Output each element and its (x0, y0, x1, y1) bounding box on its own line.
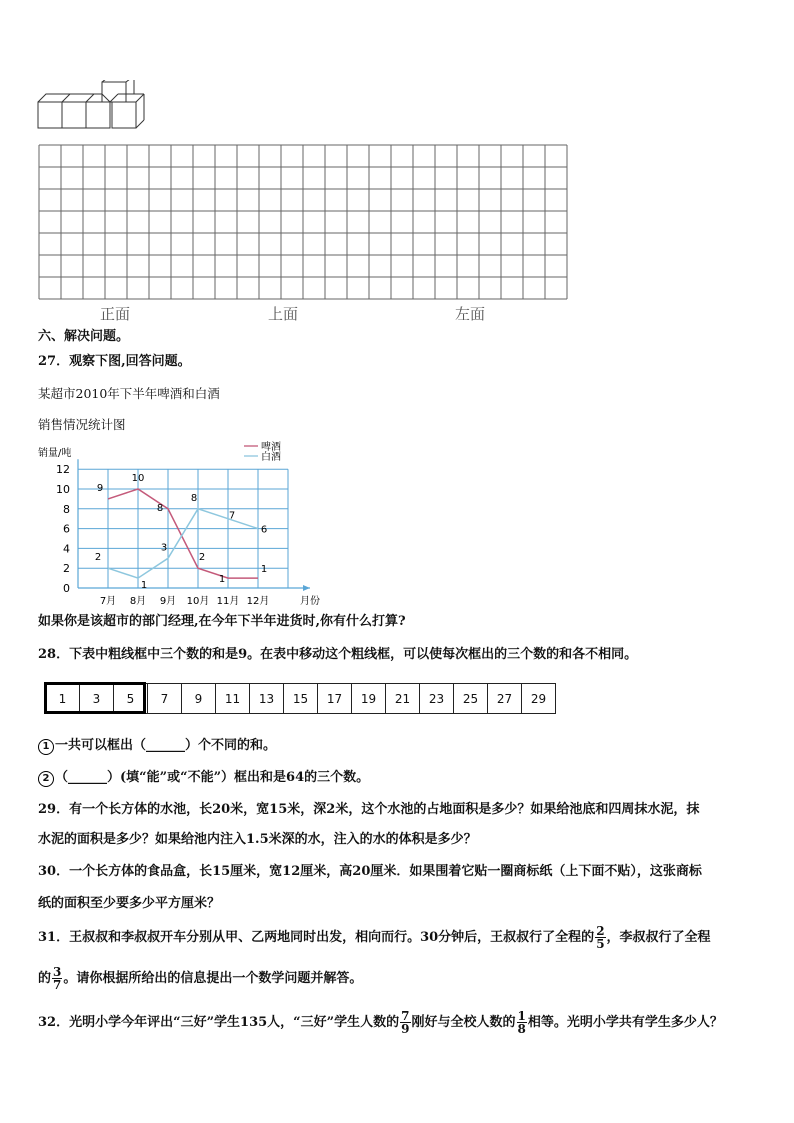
strip-cell: 11 (216, 684, 250, 714)
chart-title-line2: 销售情况统计图 (38, 417, 126, 432)
q31-line1-a: 31．王叔叔和李叔叔开车分别从甲、乙两地同时出发，相向而行。30分钟后，王叔叔行了全程的 (38, 930, 595, 945)
q28-text: 28．下表中粗线框中三个数的和是9。在表中移动这个粗线框，可以使每次框出的三个数的和各不相同。 (38, 647, 638, 662)
y-tick-label: 4 (63, 542, 70, 556)
sub1-text: 一共可以框出（______）个不同的和。 (55, 738, 277, 753)
q31-frac1-denominator: 5 (596, 937, 605, 951)
strip-cell: 23 (420, 684, 454, 714)
x-axis-label: 月份 (300, 596, 320, 607)
x-tick-label: 9月 (159, 596, 177, 607)
y-tick-label: 10 (56, 483, 70, 496)
q32-fraction-1 (400, 1010, 410, 1035)
q31-line2 (38, 966, 362, 991)
q31-line1 (38, 925, 711, 950)
q31-fraction-2 (52, 966, 62, 991)
strip-cell: 7 (148, 684, 182, 714)
strip-cell: 21 (386, 684, 420, 714)
legend-label: 啤酒 (261, 442, 281, 453)
sub2-text: （______）(填“能”或“不能”）框出和是64的三个数。 (55, 770, 370, 785)
y-axis-label: 销量/吨 (38, 448, 72, 459)
data-label: 1 (218, 574, 226, 586)
y-tick-label: 0 (63, 582, 70, 595)
q32-fraction-2 (517, 1010, 527, 1035)
strip-cell: 29 (522, 684, 556, 714)
data-label: 8 (156, 502, 164, 514)
x-tick-label: 7月 (99, 596, 117, 607)
strip-cell: 9 (182, 684, 216, 714)
q28-sub1 (38, 738, 276, 755)
q32-text-c: 相等。光明小学共有学生多少人？ (527, 1015, 723, 1030)
view-label-top: 上面 (268, 305, 299, 323)
data-label: 3 (160, 542, 168, 554)
q29-line2: 水泥的面积是多少？如果给池内注入1.5米深的水，注入的水的体积是多少？ (38, 832, 477, 847)
view-label-front: 正面 (100, 305, 131, 323)
data-label: 7 (228, 510, 236, 522)
x-tick-label: 11月 (216, 596, 240, 607)
q32-frac1-numerator: 7 (401, 1009, 410, 1023)
sub2-number: 2 (38, 771, 54, 787)
drawing-grid (38, 144, 568, 300)
cube-figure (36, 80, 156, 132)
q27-text: 27．观察下图,回答问题。 (38, 354, 191, 369)
q31-frac1-numerator: 2 (596, 924, 605, 938)
q32-frac1-denominator: 9 (401, 1022, 410, 1036)
x-axis-arrow (303, 585, 310, 591)
legend-label: 白酒 (261, 452, 281, 463)
q30-line2: 纸的面积至少要多少平方厘米？ (38, 896, 221, 911)
y-tick-label: 12 (56, 463, 70, 477)
q31-frac2-numerator: 3 (53, 965, 62, 979)
data-label: 1 (260, 564, 268, 576)
q32-line (38, 1010, 723, 1035)
x-tick-label: 10月 (186, 596, 210, 607)
strip-cell: 5 (114, 684, 148, 714)
y-tick-label: 8 (63, 502, 70, 516)
q27-question: 如果你是该超市的部门经理,在今年下半年进货时,你有什么打算? (38, 614, 406, 629)
strip-cell: 27 (488, 684, 522, 714)
y-tick-label: 6 (63, 522, 70, 536)
strip-cell: 15 (284, 684, 318, 714)
x-tick-label: 12月 (246, 596, 270, 607)
data-label: 2 (94, 552, 102, 564)
q30-line1: 30．一个长方体的食品盒，长15厘米，宽12厘米，高20厘米．如果围着它贴一圈商标纸（上下面不贴），这张商标 (38, 864, 702, 879)
chart-title-line1: 某超市2010年下半年啤酒和白酒 (38, 386, 220, 401)
data-label: 6 (260, 524, 268, 536)
strip-cell: 3 (80, 684, 114, 714)
data-label: 2 (198, 552, 206, 564)
q31-line2-a: 的 (38, 971, 52, 986)
q32-frac2-numerator: 1 (517, 1009, 526, 1023)
line-chart (36, 440, 326, 610)
q31-line1-b: ，李叔叔行了全程 (606, 930, 711, 945)
data-label: 10 (131, 473, 145, 484)
q29-line1: 29．有一个长方体的水池，长20米，宽15米，深2米，这个水池的占地面积是多少？如果给池底和四周抹水泥，抹 (38, 802, 700, 817)
q31-line2-b: 。请你根据所给出的信息提出一个数学问题并解答。 (63, 971, 363, 986)
q32-text-a: 32．光明小学今年评出“三好”学生135人，“三好”学生人数的 (38, 1015, 400, 1030)
view-label-left: 左面 (455, 305, 486, 323)
sub1-number: 1 (38, 739, 54, 755)
strip-cell: 17 (318, 684, 352, 714)
data-label: 1 (140, 580, 148, 592)
strip-cell: 19 (352, 684, 386, 714)
data-label: 8 (190, 492, 198, 504)
q32-text-b: 刚好与全校人数的 (411, 1015, 516, 1030)
data-label: 9 (96, 482, 104, 494)
section-title: 六、解决问题。 (38, 329, 130, 344)
q28-sub2 (38, 770, 369, 787)
x-tick-label: 8月 (129, 596, 147, 607)
q31-fraction-1 (595, 925, 605, 950)
strip-cell: 13 (250, 684, 284, 714)
q32-frac2-denominator: 8 (517, 1022, 526, 1036)
number-strip (45, 683, 556, 714)
thick-frame (44, 682, 146, 714)
y-tick-label: 2 (63, 562, 70, 576)
strip-cell: 25 (454, 684, 488, 714)
q31-frac2-denominator: 7 (53, 978, 62, 992)
strip-cell: 1 (46, 684, 80, 714)
